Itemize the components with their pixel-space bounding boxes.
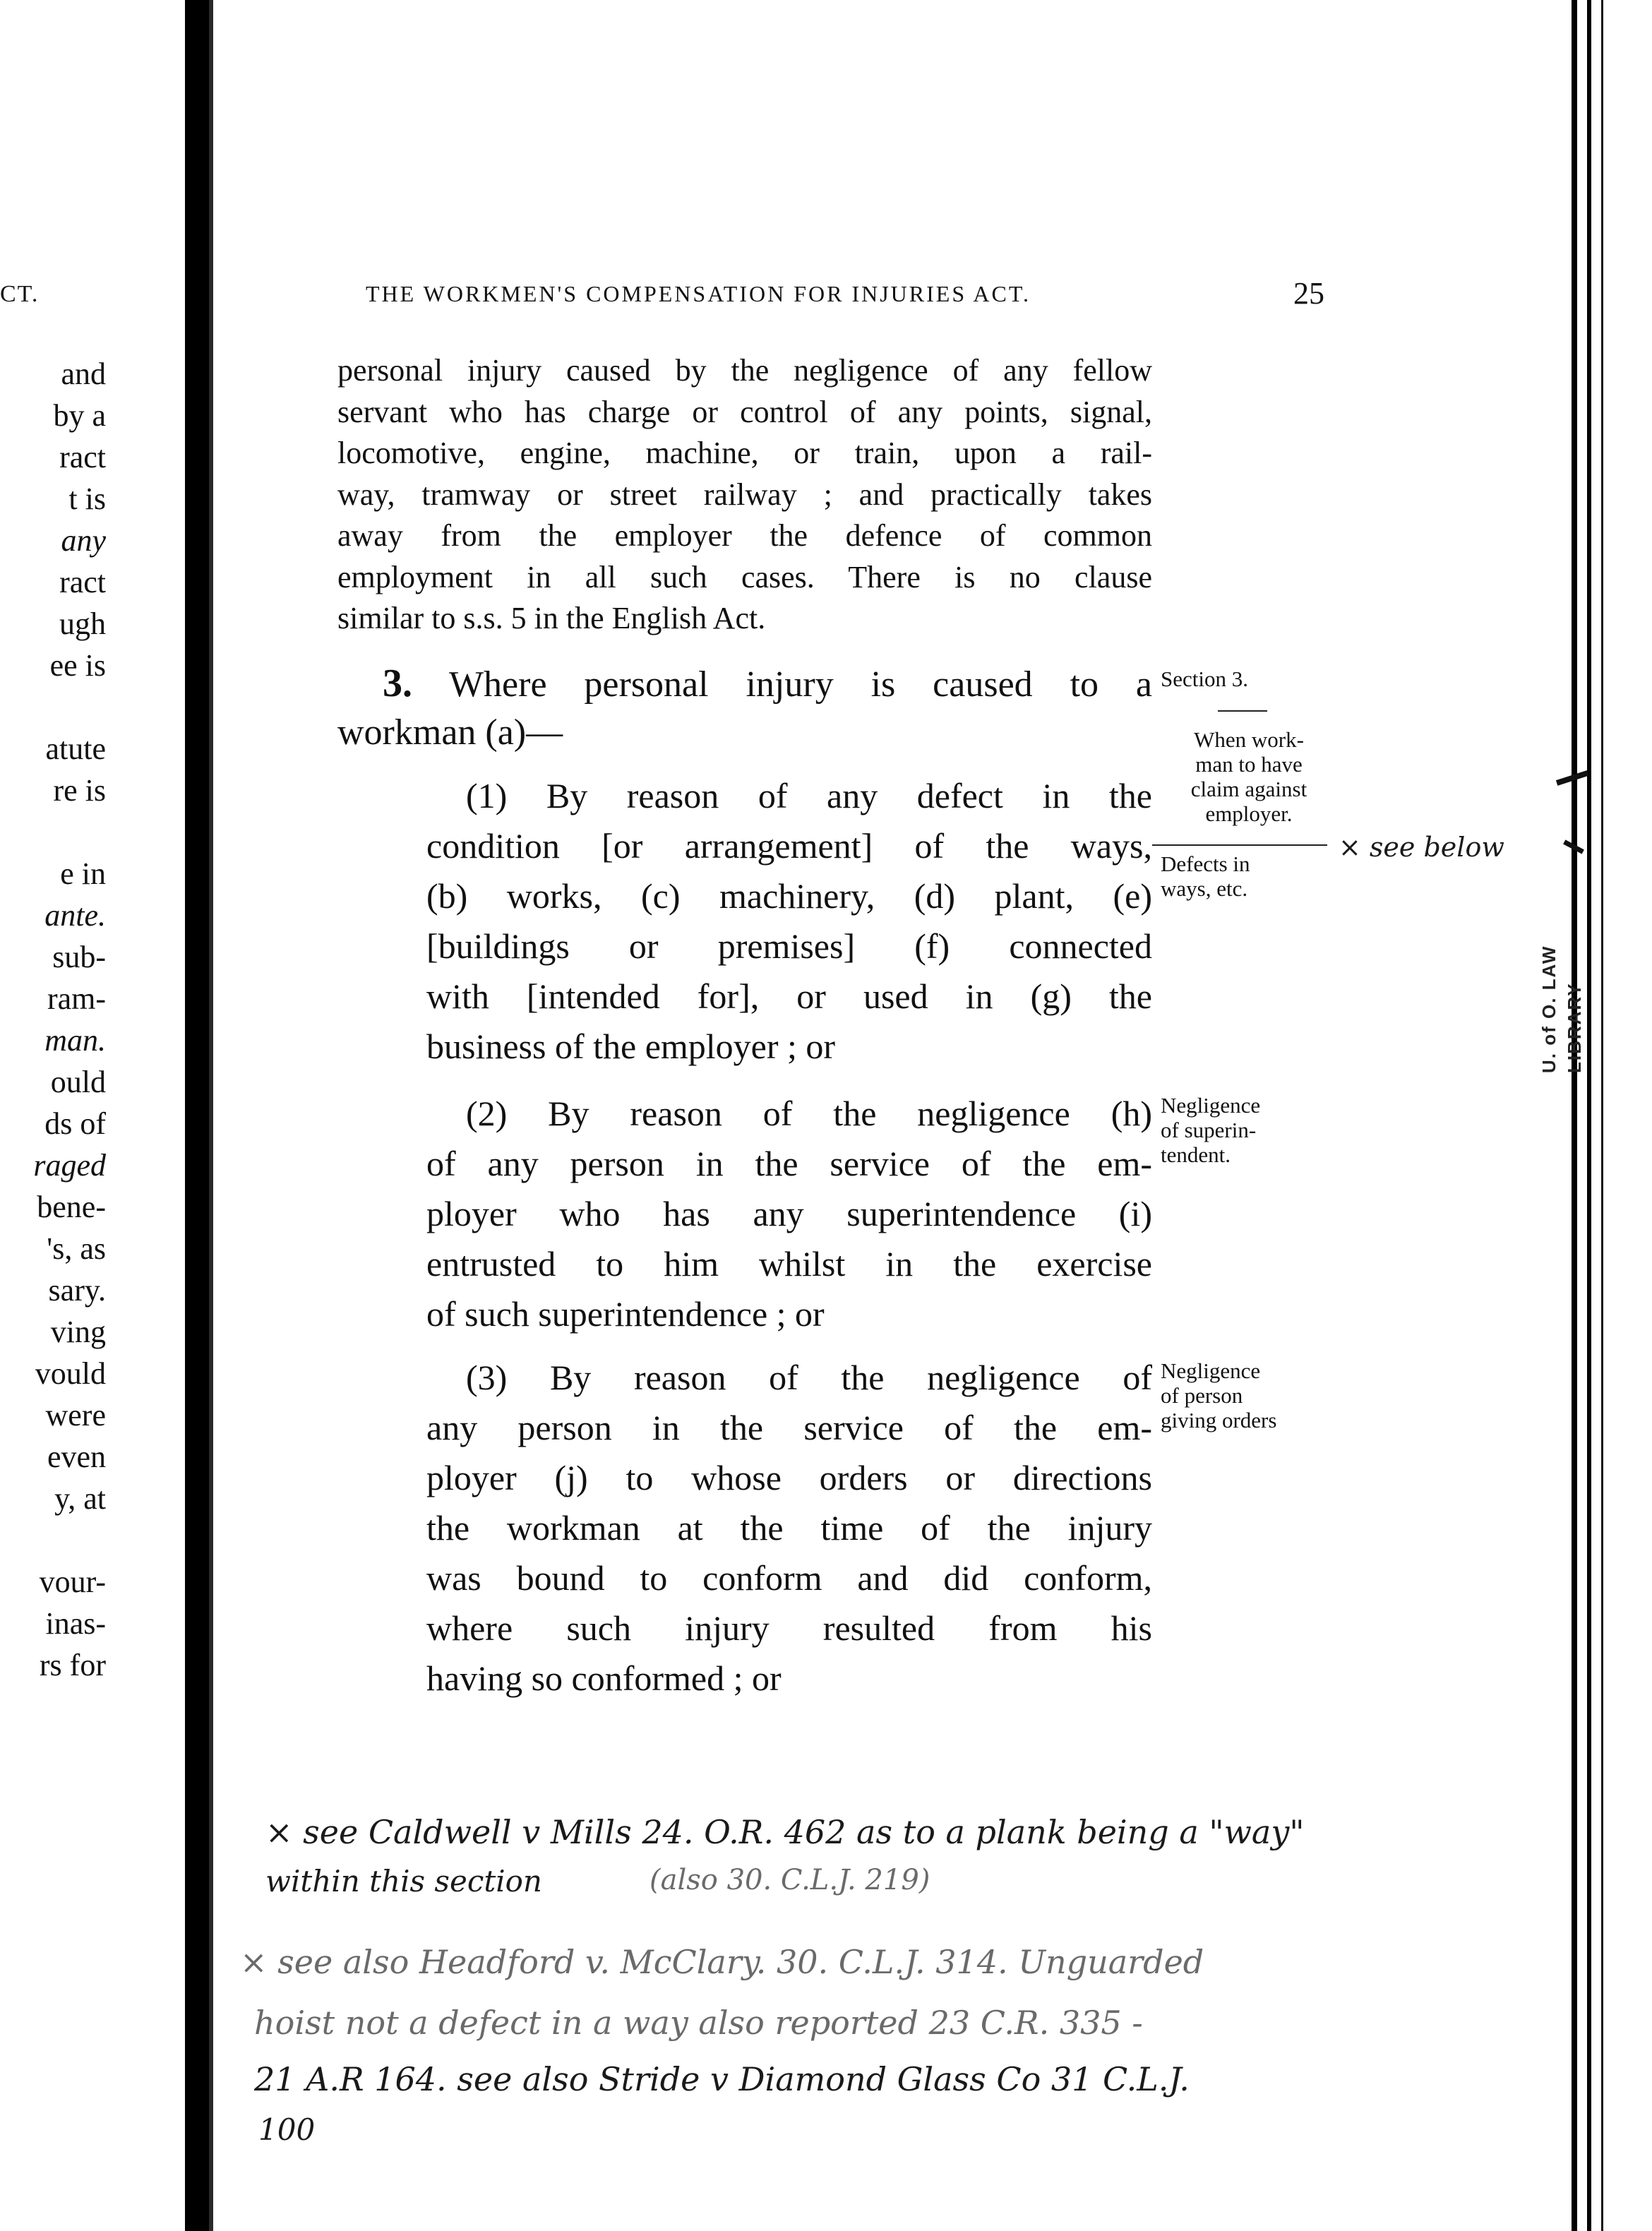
subsection-line: ployer (j) to whose orders or directions — [426, 1458, 1152, 1497]
handwritten-note-line: (also 30. C.L.J. 219) — [650, 1864, 930, 1896]
paragraph-line: away from the employer the defence of common — [337, 518, 1152, 553]
facing-page-fragment: ould — [50, 1065, 106, 1099]
margin-note-giving-orders — [1161, 1358, 1337, 1432]
margin-rule — [1152, 844, 1327, 846]
facing-page-fragment: re is — [53, 773, 106, 808]
margin-note-line: tendent. — [1161, 1142, 1231, 1167]
paragraph-line: servant who has charge or control of any points, signal, — [337, 394, 1152, 429]
library-stamp: U. of O. LAW LIBRARY — [1538, 945, 1585, 1073]
subsection-line: having so conformed ; or — [426, 1658, 782, 1698]
running-head: THE WORKMEN'S COMPENSATION FOR INJURIES ACT. — [366, 281, 1031, 306]
margin-note-line: giving orders — [1161, 1408, 1277, 1432]
facing-page-fragment: rs for — [39, 1648, 106, 1682]
handwritten-see-below: × see below — [1339, 832, 1504, 863]
margin-note-line: Negligence — [1161, 1093, 1261, 1118]
handwritten-note-line: 21 A.R 164. see also Stride v Diamond Glass Co 31 C.L.J. — [254, 2060, 1190, 2098]
margin-note-superintendent — [1161, 1093, 1337, 1167]
page-edge-line — [1587, 0, 1591, 2231]
paragraph-line: way, tramway or street railway ; and practically takes — [337, 477, 1152, 512]
facing-page-fragment: raged — [33, 1148, 106, 1183]
page-number: 25 — [1293, 276, 1324, 311]
intro-paragraph — [337, 350, 1152, 640]
facing-page-fragment: ante. — [44, 898, 106, 933]
subsection-line: with [intended for], or used in (g) the — [426, 976, 1152, 1016]
handwritten-note-line: 100 — [258, 2112, 316, 2147]
facing-page-fragment — [0, 686, 106, 728]
subsection-line: of such superintendence ; or — [426, 1294, 825, 1334]
facing-page-fragment: ds of — [44, 1106, 106, 1141]
margin-note-line: ways, etc. — [1161, 876, 1248, 901]
paragraph-line: locomotive, engine, machine, or train, upon a rail- — [337, 436, 1152, 470]
subsection-line: the workman at the time of the injury — [426, 1508, 1152, 1548]
margin-note-line: claim against — [1190, 777, 1307, 801]
binding-gutter — [185, 0, 209, 2231]
page-edge-strip — [1601, 0, 1652, 2231]
facing-page-fragment: bene- — [37, 1190, 106, 1224]
margin-note-line: of person — [1161, 1383, 1243, 1408]
margin-rule — [1218, 710, 1267, 712]
facing-page-fragment: sary. — [48, 1273, 106, 1308]
section-line — [337, 659, 1152, 709]
subsection-line: was bound to conform and did conform, — [426, 1558, 1152, 1598]
margin-note-when-workman — [1161, 727, 1337, 826]
binding-gutter-edge — [209, 0, 213, 2231]
handwritten-note-line: × see also Headford v. McClary. 30. C.L.J. 314. Unguarded — [240, 1943, 1204, 1981]
subsection-line: ployer who has any superintendence (i) — [426, 1194, 1152, 1233]
facing-page-fragment: ract — [59, 440, 106, 474]
facing-page-fragment: t is — [68, 482, 106, 516]
subsection-1 — [426, 771, 1152, 1072]
facing-page-fragment: and — [61, 357, 106, 391]
paragraph-line: employment in all such cases. There is no clause — [337, 559, 1152, 594]
page-edge-line — [1572, 0, 1577, 2231]
facing-page-fragment: ving — [50, 1315, 106, 1349]
subsection-3 — [426, 1353, 1152, 1704]
margin-note-line: of superin- — [1161, 1118, 1257, 1142]
facing-page-fragment: y, at — [54, 1481, 106, 1516]
margin-note-defects — [1161, 851, 1337, 901]
facing-page-fragment: ee is — [49, 648, 106, 683]
subsection-line: (b) works, (c) machinery, (d) plant, (e) — [426, 876, 1152, 916]
facing-page-fragment — [0, 811, 106, 853]
margin-note-line: Defects in — [1161, 851, 1250, 876]
facing-page-fragment: atute — [45, 731, 106, 766]
margin-note-section: Section 3. — [1161, 666, 1248, 691]
section-3-heading — [337, 659, 1152, 757]
margin-note-line: employer. — [1205, 801, 1293, 826]
handwritten-note-line: × see Caldwell v Mills 24. O.R. 462 as to a plank being a "way" — [265, 1813, 1305, 1851]
subsection-line: (2) By reason of the negligence (h) — [466, 1094, 1152, 1133]
section-line: workman (a)— — [337, 712, 563, 753]
section-text: Where personal injury is caused to a — [448, 664, 1152, 705]
facing-page-fragment: ugh — [59, 606, 106, 641]
facing-page-fragment: ract — [59, 565, 106, 599]
facing-page-fragment: vould — [35, 1356, 106, 1391]
facing-page-fragment: man. — [44, 1023, 106, 1058]
subsection-line: of any person in the service of the em- — [426, 1144, 1152, 1183]
subsection-line: [buildings or premises] (f) connected — [426, 926, 1152, 966]
section-number: 3. — [383, 662, 412, 705]
facing-page-fragment: vour- — [39, 1565, 106, 1599]
facing-page-fragment: e in — [60, 856, 106, 891]
facing-page-fragment: even — [47, 1440, 106, 1474]
facing-page-fragment: any — [61, 523, 106, 558]
facing-page-fragment: ram- — [47, 981, 106, 1016]
subsection-line: any person in the service of the em- — [426, 1408, 1152, 1447]
paragraph-line: personal injury caused by the negligence of any fellow — [337, 353, 1152, 388]
handwritten-note-line: within this section — [265, 1864, 542, 1898]
subsection-line: (1) By reason of any defect in the — [466, 776, 1152, 815]
subsection-2 — [426, 1089, 1152, 1339]
subsection-line: business of the employer ; or — [426, 1027, 836, 1066]
subsection-line: where such injury resulted from his — [426, 1608, 1152, 1648]
facing-page-fragment: by a — [53, 398, 106, 433]
margin-note-line: When work- — [1194, 727, 1304, 752]
facing-page-fragment: sub- — [52, 940, 106, 974]
margin-note-line: Negligence — [1161, 1358, 1261, 1383]
margin-note-line: man to have — [1195, 752, 1303, 777]
handwritten-note-line: hoist not a defect in a way also reported 23 C.R. 335 - — [254, 2004, 1143, 2042]
subsection-line: condition [or arrangement] of the ways, — [426, 826, 1152, 866]
subsection-line: entrusted to him whilst in the exercise — [426, 1244, 1152, 1284]
facing-page-fragment — [0, 1519, 106, 1561]
subsection-line: (3) By reason of the negligence of — [466, 1358, 1152, 1397]
facing-page-header: CT. — [0, 281, 40, 307]
facing-page-fragment: 's, as — [47, 1231, 106, 1266]
facing-page-fragment: were — [45, 1398, 106, 1432]
facing-page-column — [0, 353, 106, 1686]
facing-page-fragment: inas- — [45, 1606, 106, 1641]
paragraph-line: similar to s.s. 5 in the English Act. — [337, 601, 766, 635]
